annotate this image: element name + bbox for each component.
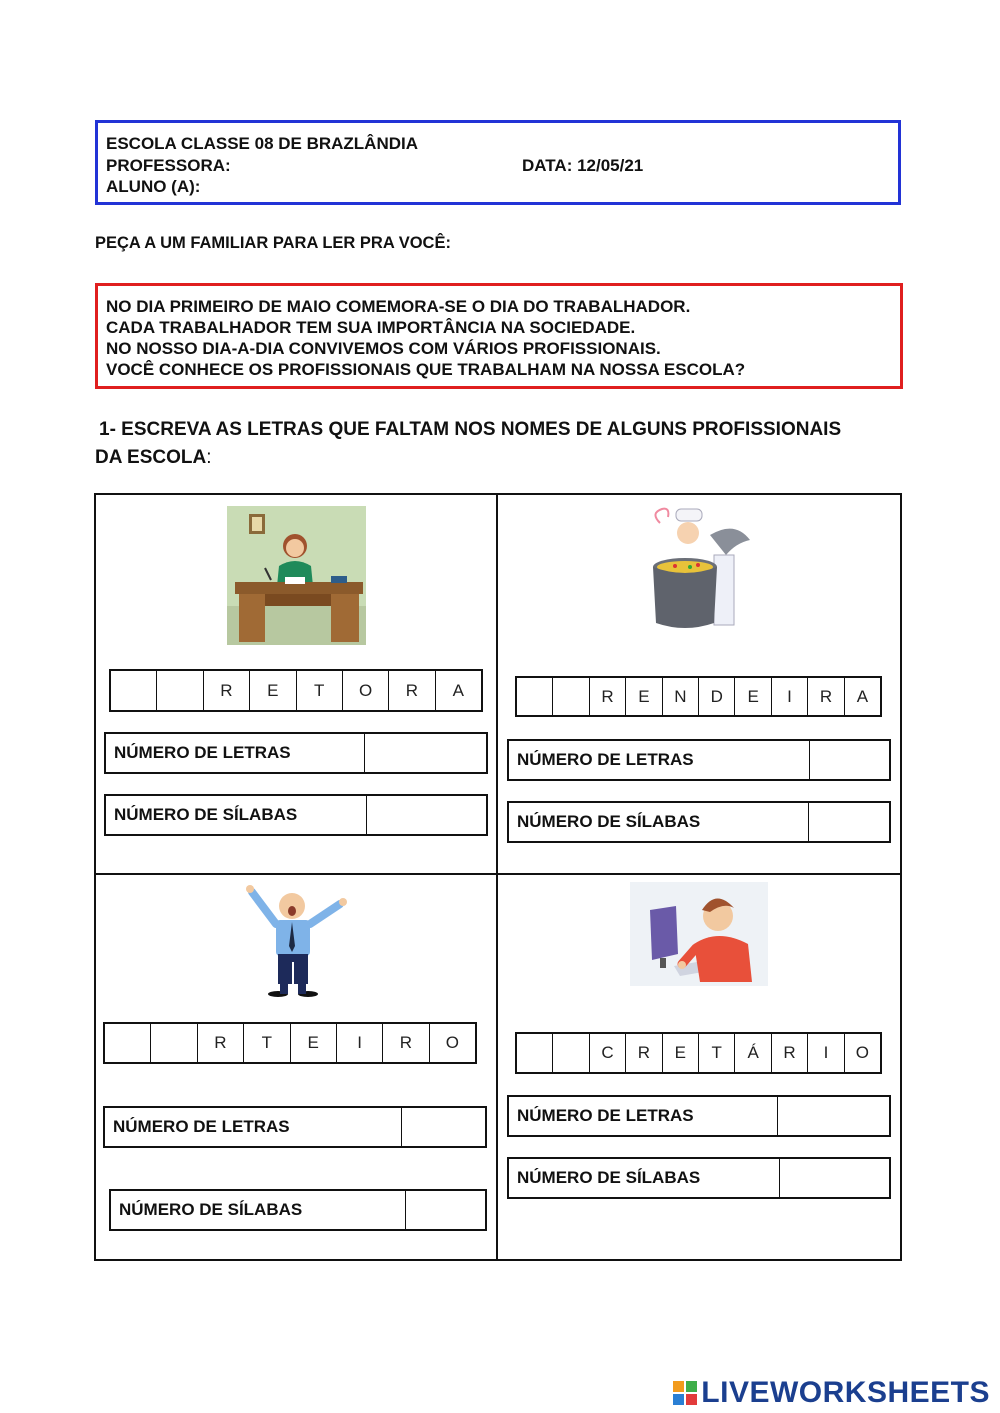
letter-cell: E: [291, 1024, 337, 1062]
letter-count-input[interactable]: [365, 734, 486, 772]
syllable-count-row: [507, 1157, 891, 1199]
letter-cell: D: [699, 678, 735, 715]
letter-cell: O: [855, 1043, 869, 1062]
letter-count-row: [507, 739, 891, 781]
letter-blank-input[interactable]: [111, 671, 157, 710]
letter-cell: R: [626, 1034, 662, 1072]
instruction-text: PEÇA A UM FAMILIAR PARA LER PRA VOCÊ:: [95, 234, 451, 252]
teacher-label: PROFESSORA:: [106, 156, 231, 175]
letter-blank-input[interactable]: [553, 1034, 589, 1072]
school-name: ESCOLA CLASSE 08 DE BRAZLÂNDIA: [106, 134, 419, 153]
letter-cell: R: [204, 671, 250, 710]
question-colon: :: [206, 447, 212, 468]
syllable-count-row: [507, 801, 891, 843]
letter-cell: I: [808, 1034, 844, 1072]
letter-cell: I: [772, 678, 808, 715]
letter-blank-input[interactable]: [157, 671, 203, 710]
reading-line: NO DIA PRIMEIRO DE MAIO COMEMORA-SE O DIA DO TRABALHADOR.: [106, 297, 691, 316]
letter-cell: Á: [735, 1034, 771, 1072]
liveworksheets-logo: [673, 1376, 990, 1410]
syllable-count-label: NÚMERO DE SÍLABAS: [509, 803, 809, 841]
grid-divider-vertical: [496, 493, 498, 1261]
letter-cell: O: [343, 671, 389, 710]
question-title: [95, 416, 905, 472]
date-label: DATA: 12/05/21: [522, 156, 644, 175]
syllable-count-label: NÚMERO DE SÍLABAS: [111, 1191, 406, 1229]
letter-blank-input[interactable]: [151, 1024, 197, 1062]
letter-cell: R: [590, 678, 626, 715]
logo-squares-icon: [673, 1381, 697, 1405]
reading-line: CADA TRABALHADOR TEM SUA IMPORTÂNCIA NA SOCIEDADE.: [106, 318, 636, 337]
letter-cell: I: [337, 1024, 383, 1062]
letter-count-label: NÚMERO DE LETRAS: [106, 734, 365, 772]
cook-with-pot-image: [640, 505, 755, 633]
letter-cell: E: [735, 678, 771, 715]
syllable-count-row: [104, 794, 488, 836]
syllable-count-input[interactable]: [780, 1159, 889, 1197]
letter-count-label: NÚMERO DE LETRAS: [105, 1108, 402, 1146]
brand-name: LIVEWORKSHEETS: [701, 1376, 990, 1409]
reading-box: [95, 283, 903, 389]
syllable-count-input[interactable]: [367, 796, 486, 834]
letter-cell: A: [856, 686, 869, 706]
letter-cell: N: [663, 678, 699, 715]
letter-blank-input[interactable]: [517, 678, 553, 715]
letter-cell: R: [198, 1024, 244, 1062]
question-line-1: 1- ESCREVA AS LETRAS QUE FALTAM NOS NOMES DE ALGUNS PROFISSIONAIS: [99, 419, 842, 440]
letter-cell: T: [699, 1034, 735, 1072]
letter-count-row: [104, 732, 488, 774]
director-at-desk-image: [227, 506, 366, 645]
letter-cell: A: [452, 680, 464, 700]
reading-line: NO NOSSO DIA-A-DIA CONVIVEMOS COM VÁRIOS PROFISSIONAIS.: [106, 339, 661, 358]
letter-cell: T: [244, 1024, 290, 1062]
letter-cell: E: [663, 1034, 699, 1072]
reading-line: VOCÊ CONHECE OS PROFISSIONAIS QUE TRABALHAM NA NOSSA ESCOLA?: [106, 360, 746, 379]
letter-cell: T: [297, 671, 343, 710]
syllable-count-input[interactable]: [406, 1191, 485, 1229]
letter-count-row: [103, 1106, 487, 1148]
letter-cell: R: [383, 1024, 429, 1062]
letter-boxes: [515, 1032, 882, 1074]
letter-cell: E: [626, 678, 662, 715]
school-header-box: [95, 120, 901, 205]
letter-boxes: [515, 676, 882, 717]
syllable-count-row: [109, 1189, 487, 1231]
syllable-count-label: NÚMERO DE SÍLABAS: [106, 796, 367, 834]
syllable-count-label: NÚMERO DE SÍLABAS: [509, 1159, 780, 1197]
letter-cell: R: [389, 671, 435, 710]
letter-cell: R: [772, 1034, 808, 1072]
letter-boxes: [109, 669, 483, 712]
question-line-2: DA ESCOLA: [95, 447, 207, 468]
syllable-count-input[interactable]: [809, 803, 889, 841]
letter-count-label: NÚMERO DE LETRAS: [509, 741, 810, 779]
letter-blank-input[interactable]: [517, 1034, 553, 1072]
letter-cell: R: [808, 678, 844, 715]
letter-count-row: [507, 1095, 891, 1137]
letter-count-input[interactable]: [810, 741, 889, 779]
student-label: ALUNO (A):: [106, 177, 201, 196]
letter-cell: C: [590, 1034, 626, 1072]
doorman-arms-up-image: [240, 882, 352, 1000]
letter-cell: O: [445, 1033, 459, 1052]
letter-blank-input[interactable]: [105, 1024, 151, 1062]
letter-count-label: NÚMERO DE LETRAS: [509, 1097, 778, 1135]
letter-blank-input[interactable]: [553, 678, 589, 715]
letter-boxes: [103, 1022, 477, 1064]
letter-count-input[interactable]: [778, 1097, 889, 1135]
letter-count-input[interactable]: [402, 1108, 485, 1146]
letter-cell: E: [250, 671, 296, 710]
grid-divider-horizontal: [94, 873, 902, 875]
secretary-at-computer-image: [630, 882, 768, 986]
